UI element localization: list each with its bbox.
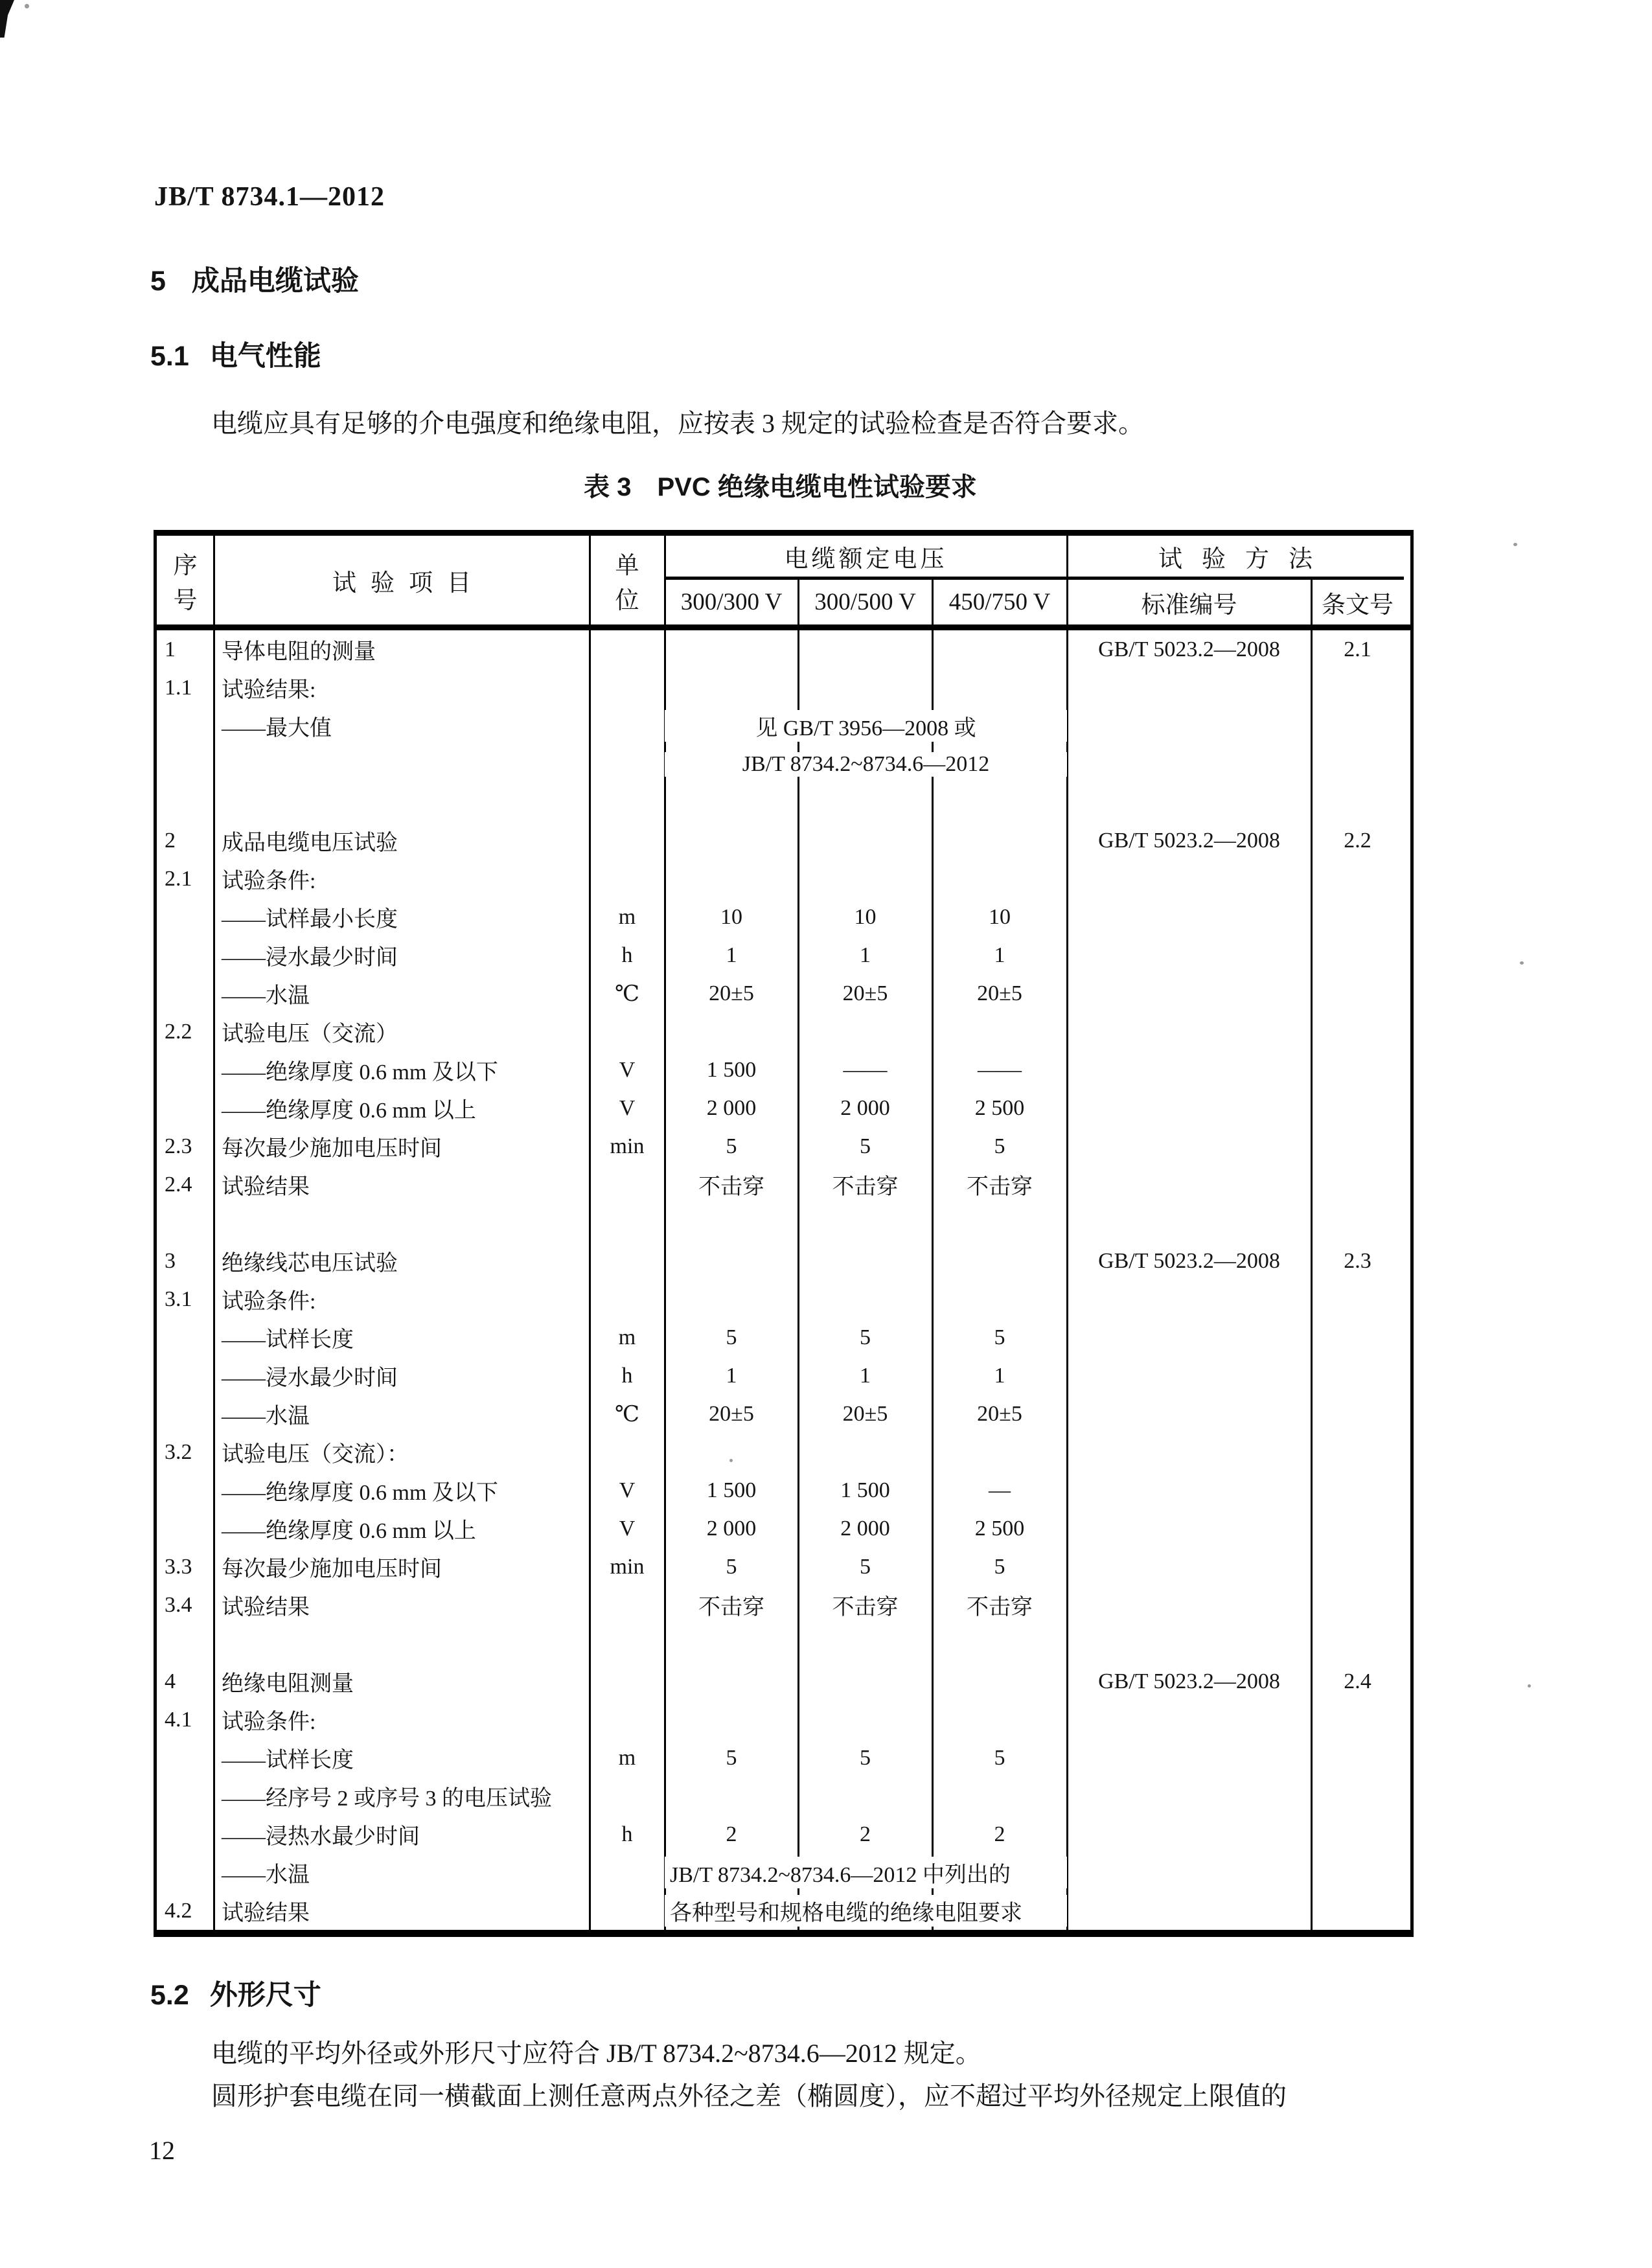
table-spacer-row [157, 1624, 1410, 1662]
cell-value-300-500: 10 [854, 904, 877, 929]
cell-value-300-300: 不击穿 [698, 1596, 764, 1620]
table-row [157, 1471, 1410, 1509]
cell-row-number: 2.3 [165, 1134, 192, 1158]
table-row [157, 1548, 1410, 1586]
cell-value-450-750: — [989, 1478, 1011, 1502]
table-row [157, 669, 1410, 707]
cell-value-300-500: 5 [860, 1745, 871, 1770]
section-title: 电气性能 [209, 341, 321, 372]
cell-test-item: ——水温 [222, 984, 310, 1008]
cell-unit: V [619, 1516, 636, 1541]
section-number: 5 [150, 266, 166, 297]
cell-standard-no: GB/T 5023.2—2008 [1098, 1248, 1280, 1273]
cell-value-450-750: 不击穿 [967, 1175, 1033, 1199]
cell-value-300-300: 20±5 [709, 1401, 754, 1426]
cell-value-450-750: 20±5 [977, 981, 1022, 1005]
header-voltage-450-750: 450/750 V [948, 589, 1051, 615]
paragraph-5-2-line1: 电缆的平均外径或外形尺寸应符合 JB/T 8734.2~8734.6—2012 规定。 [211, 2039, 981, 2068]
cell-row-number: 4.1 [165, 1707, 192, 1732]
cell-value-450-750: 1 [994, 1363, 1005, 1388]
cell-test-item: 试验条件: [222, 1710, 316, 1734]
cell-test-item: 试验条件: [222, 869, 316, 893]
table-row [157, 1739, 1410, 1777]
cell-value-450-750: 5 [994, 1745, 1005, 1770]
section-number: 5.2 [150, 1980, 189, 2011]
cell-test-item: 试验条件: [222, 1290, 316, 1314]
table-row [157, 1127, 1410, 1165]
section-heading-5-1 [150, 334, 321, 374]
header-voltage-300-300: 300/300 V [680, 589, 783, 615]
table-row [157, 821, 1410, 860]
cell-value-300-300: 20±5 [709, 981, 754, 1005]
cell-row-number: 2.1 [165, 866, 192, 891]
cell-row-number: 3 [165, 1248, 176, 1273]
cell-row-number: 3.2 [165, 1439, 192, 1464]
cell-value-300-300: 2 [726, 1822, 737, 1846]
cell-value-300-300: 5 [726, 1745, 737, 1770]
cell-value-300-500: 5 [860, 1134, 871, 1158]
cell-test-item: ——绝缘厚度 0.6 mm 以上 [222, 1519, 476, 1543]
table-spacer-row [157, 1204, 1410, 1242]
cell-test-item: ——最大值 [222, 716, 332, 740]
header-clause-no: 条文号 [1322, 591, 1394, 619]
cell-test-item: 成品电缆电压试验 [222, 831, 398, 855]
scan-artifact [1520, 961, 1524, 965]
cell-value-300-500: 5 [860, 1325, 871, 1349]
cell-value-300-500: 不击穿 [832, 1596, 899, 1620]
cell-value-300-500: 2 [860, 1822, 871, 1846]
cell-standard-no: GB/T 5023.2—2008 [1098, 637, 1280, 661]
table-spacer-row [157, 783, 1410, 821]
cell-test-item: ——水温 [222, 1863, 310, 1887]
scan-artifact [1513, 543, 1517, 546]
cell-test-item: 试验电压（交流） [222, 1022, 398, 1046]
cell-test-item: 试验电压（交流）： [222, 1443, 409, 1467]
table-row [157, 1586, 1410, 1624]
cell-value-300-300: 10 [720, 904, 742, 929]
table-row [157, 630, 1410, 669]
header-test-item: 试验项目 [332, 569, 485, 597]
table-row [157, 1165, 1410, 1204]
cell-value-450-750: 1 [994, 943, 1005, 967]
table-row [157, 707, 1410, 745]
cell-value-300-300: 1 500 [706, 1478, 757, 1502]
cell-voltage-span: JB/T 8734.2~8734.6—2012 [665, 752, 1067, 777]
table-header [157, 536, 1410, 624]
paragraph-5-2-line2: 圆形护套电缆在同一横截面上测任意两点外径之差（椭圆度），应不超过平均外径规定上限值的 [211, 2081, 1287, 2111]
header-separator [157, 624, 1410, 630]
table-row [157, 1509, 1410, 1548]
table-body [157, 630, 1410, 1930]
section-title: 成品电缆试验 [191, 266, 359, 297]
table-row [157, 1815, 1410, 1853]
cell-row-number: 2.2 [165, 1019, 192, 1044]
cell-test-item: 每次最少施加电压时间 [222, 1137, 442, 1161]
cell-row-number: 3.1 [165, 1287, 192, 1311]
cell-test-item: ——绝缘厚度 0.6 mm 及以下 [222, 1481, 498, 1505]
cell-unit: ℃ [614, 981, 640, 1006]
cell-unit: h [621, 1822, 633, 1846]
table-row [157, 1853, 1410, 1892]
cell-test-item: ——水温 [222, 1404, 310, 1428]
cell-value-450-750: 2 [994, 1822, 1005, 1846]
cell-unit: m [618, 1325, 636, 1349]
cell-row-number: 2.4 [165, 1172, 192, 1197]
cell-test-item: 绝缘线芯电压试验 [222, 1252, 398, 1276]
cell-unit: m [618, 1745, 636, 1770]
cell-value-300-300: 不击穿 [698, 1175, 764, 1199]
cell-value-300-300: 5 [726, 1325, 737, 1349]
table-row [157, 1051, 1410, 1089]
cell-standard-no: GB/T 5023.2—2008 [1098, 1669, 1280, 1693]
table-row [157, 1013, 1410, 1051]
cell-voltage-span: 各种型号和规格电缆的绝缘电阻要求 [665, 1895, 1067, 1927]
cell-test-item: ——浸水最少时间 [222, 946, 398, 970]
cell-test-item: ——浸热水最少时间 [222, 1825, 420, 1849]
cell-test-item: 试验结果 [222, 1901, 310, 1925]
table-row [157, 1242, 1410, 1280]
cell-value-300-500: 1 [860, 943, 871, 967]
cell-test-item: 试验结果 [222, 1175, 310, 1199]
cell-test-item: ——经序号 2 或序号 3 的电压试验 [222, 1787, 552, 1811]
table-row [157, 1318, 1410, 1357]
cell-standard-no: GB/T 5023.2—2008 [1098, 828, 1280, 853]
cell-unit: V [619, 1057, 636, 1082]
cell-value-300-300: 2 000 [706, 1516, 757, 1541]
cell-clause-no: 2.3 [1344, 1248, 1371, 1273]
cell-value-300-500: 1 500 [840, 1478, 890, 1502]
cell-clause-no: 2.1 [1344, 637, 1371, 661]
table-row [157, 1395, 1410, 1433]
header-voltage-group: 电缆额定电压 [665, 536, 1067, 580]
cell-value-450-750: 不击穿 [967, 1596, 1033, 1620]
cell-test-item: 试验结果 [222, 1596, 310, 1620]
header-seq-top: 序 [173, 552, 198, 579]
cell-value-300-500: 不击穿 [832, 1175, 899, 1199]
cell-test-item: ——浸水最少时间 [222, 1366, 398, 1390]
table-row [157, 936, 1410, 974]
header-seq-bottom: 号 [173, 587, 198, 614]
section-heading-5-2 [150, 1973, 321, 2013]
cell-test-item: 试验结果: [222, 678, 316, 702]
cell-value-450-750: 2 500 [974, 1095, 1025, 1120]
cell-value-450-750: 2 500 [974, 1516, 1025, 1541]
page-number: 12 [149, 2136, 175, 2165]
header-seq [157, 536, 214, 624]
table-row [157, 974, 1410, 1013]
cell-value-300-300: 2 000 [706, 1095, 757, 1120]
header-unit-bottom: 位 [615, 587, 639, 614]
cell-test-item: 每次最少施加电压时间 [222, 1557, 442, 1581]
cell-value-300-500: 20±5 [842, 1401, 888, 1426]
cell-clause-no: 2.4 [1344, 1669, 1371, 1693]
table-row [157, 1089, 1410, 1127]
cell-value-450-750: —— [978, 1057, 1022, 1082]
cell-value-300-500: —— [843, 1057, 888, 1082]
cell-row-number: 3.4 [165, 1592, 192, 1617]
scan-artifact [25, 4, 29, 8]
cell-unit: min [610, 1134, 645, 1158]
table-3 [154, 530, 1414, 1937]
table-row [157, 1357, 1410, 1395]
cell-value-300-300: 1 [726, 1363, 737, 1388]
cell-value-300-500: 1 [860, 1363, 871, 1388]
table-row [157, 860, 1410, 898]
cell-test-item: 绝缘电阻测量 [222, 1672, 354, 1696]
header-method-group: 试验方法 [1067, 536, 1404, 580]
cell-clause-no: 2.2 [1344, 828, 1371, 853]
table-row [157, 745, 1410, 783]
cell-unit: min [610, 1554, 645, 1579]
table-row [157, 1701, 1410, 1739]
table-row [157, 898, 1410, 936]
section-title: 外形尺寸 [209, 1980, 321, 2011]
scan-artifact [0, 0, 14, 38]
scan-artifact [1528, 1684, 1531, 1688]
cell-test-item: ——绝缘厚度 0.6 mm 以上 [222, 1099, 476, 1123]
cell-unit: ℃ [614, 1402, 640, 1426]
cell-row-number: 2 [165, 828, 176, 853]
table-row [157, 1433, 1410, 1471]
cell-value-300-300: 5 [726, 1134, 737, 1158]
cell-unit: h [621, 1363, 633, 1388]
intro-paragraph: 电缆应具有足够的介电强度和绝缘电阻，应按表 3 规定的试验检查是否符合要求。 [211, 409, 1144, 438]
cell-row-number: 1 [165, 637, 176, 661]
cell-voltage-span: JB/T 8734.2~8734.6—2012 中列出的 [665, 1857, 1067, 1888]
cell-value-300-500: 20±5 [842, 981, 888, 1005]
cell-value-300-500: 2 000 [840, 1516, 890, 1541]
cell-row-number: 4.2 [165, 1898, 192, 1923]
cell-row-number: 3.3 [165, 1554, 192, 1579]
cell-value-450-750: 5 [994, 1325, 1005, 1349]
header-standard-no: 标准编号 [1141, 591, 1237, 619]
cell-test-item: ——试样长度 [222, 1748, 354, 1772]
cell-value-450-750: 10 [989, 904, 1011, 929]
cell-value-450-750: 5 [994, 1134, 1005, 1158]
cell-test-item: 导体电阻的测量 [222, 640, 376, 664]
cell-unit: V [619, 1478, 636, 1502]
table-row [157, 1777, 1410, 1815]
cell-voltage-span: 见 GB/T 3956—2008 或 [665, 710, 1067, 742]
table-caption: 表 3 PVC 绝缘电缆电性试验要求 [584, 473, 977, 501]
cell-value-300-300: 1 [726, 943, 737, 967]
header-unit-top: 单 [615, 552, 639, 579]
section-number: 5.1 [150, 341, 189, 372]
cell-value-300-300: 5 [726, 1554, 737, 1579]
cell-unit: h [621, 943, 633, 967]
header-unit [590, 536, 665, 624]
section-heading-5 [150, 259, 359, 299]
cell-row-number: 4 [165, 1669, 176, 1693]
header-voltage-300-500: 300/500 V [814, 589, 916, 615]
cell-row-number: 1.1 [165, 675, 192, 700]
cell-test-item: ——绝缘厚度 0.6 mm 及以下 [222, 1060, 498, 1084]
cell-value-300-500: 2 000 [840, 1095, 890, 1120]
cell-unit: V [619, 1095, 636, 1120]
table-row [157, 1662, 1410, 1701]
cell-unit: m [618, 904, 636, 929]
cell-test-item: ——试样最小长度 [222, 908, 398, 932]
doc-code: JB/T 8734.1—2012 [154, 182, 385, 212]
cell-value-300-300: 1 500 [706, 1057, 757, 1082]
cell-test-item: ——试样长度 [222, 1328, 354, 1352]
table-row [157, 1892, 1410, 1930]
cell-value-450-750: 5 [994, 1554, 1005, 1579]
table-row [157, 1280, 1410, 1318]
cell-value-450-750: 20±5 [977, 1401, 1022, 1426]
cell-value-300-500: 5 [860, 1554, 871, 1579]
